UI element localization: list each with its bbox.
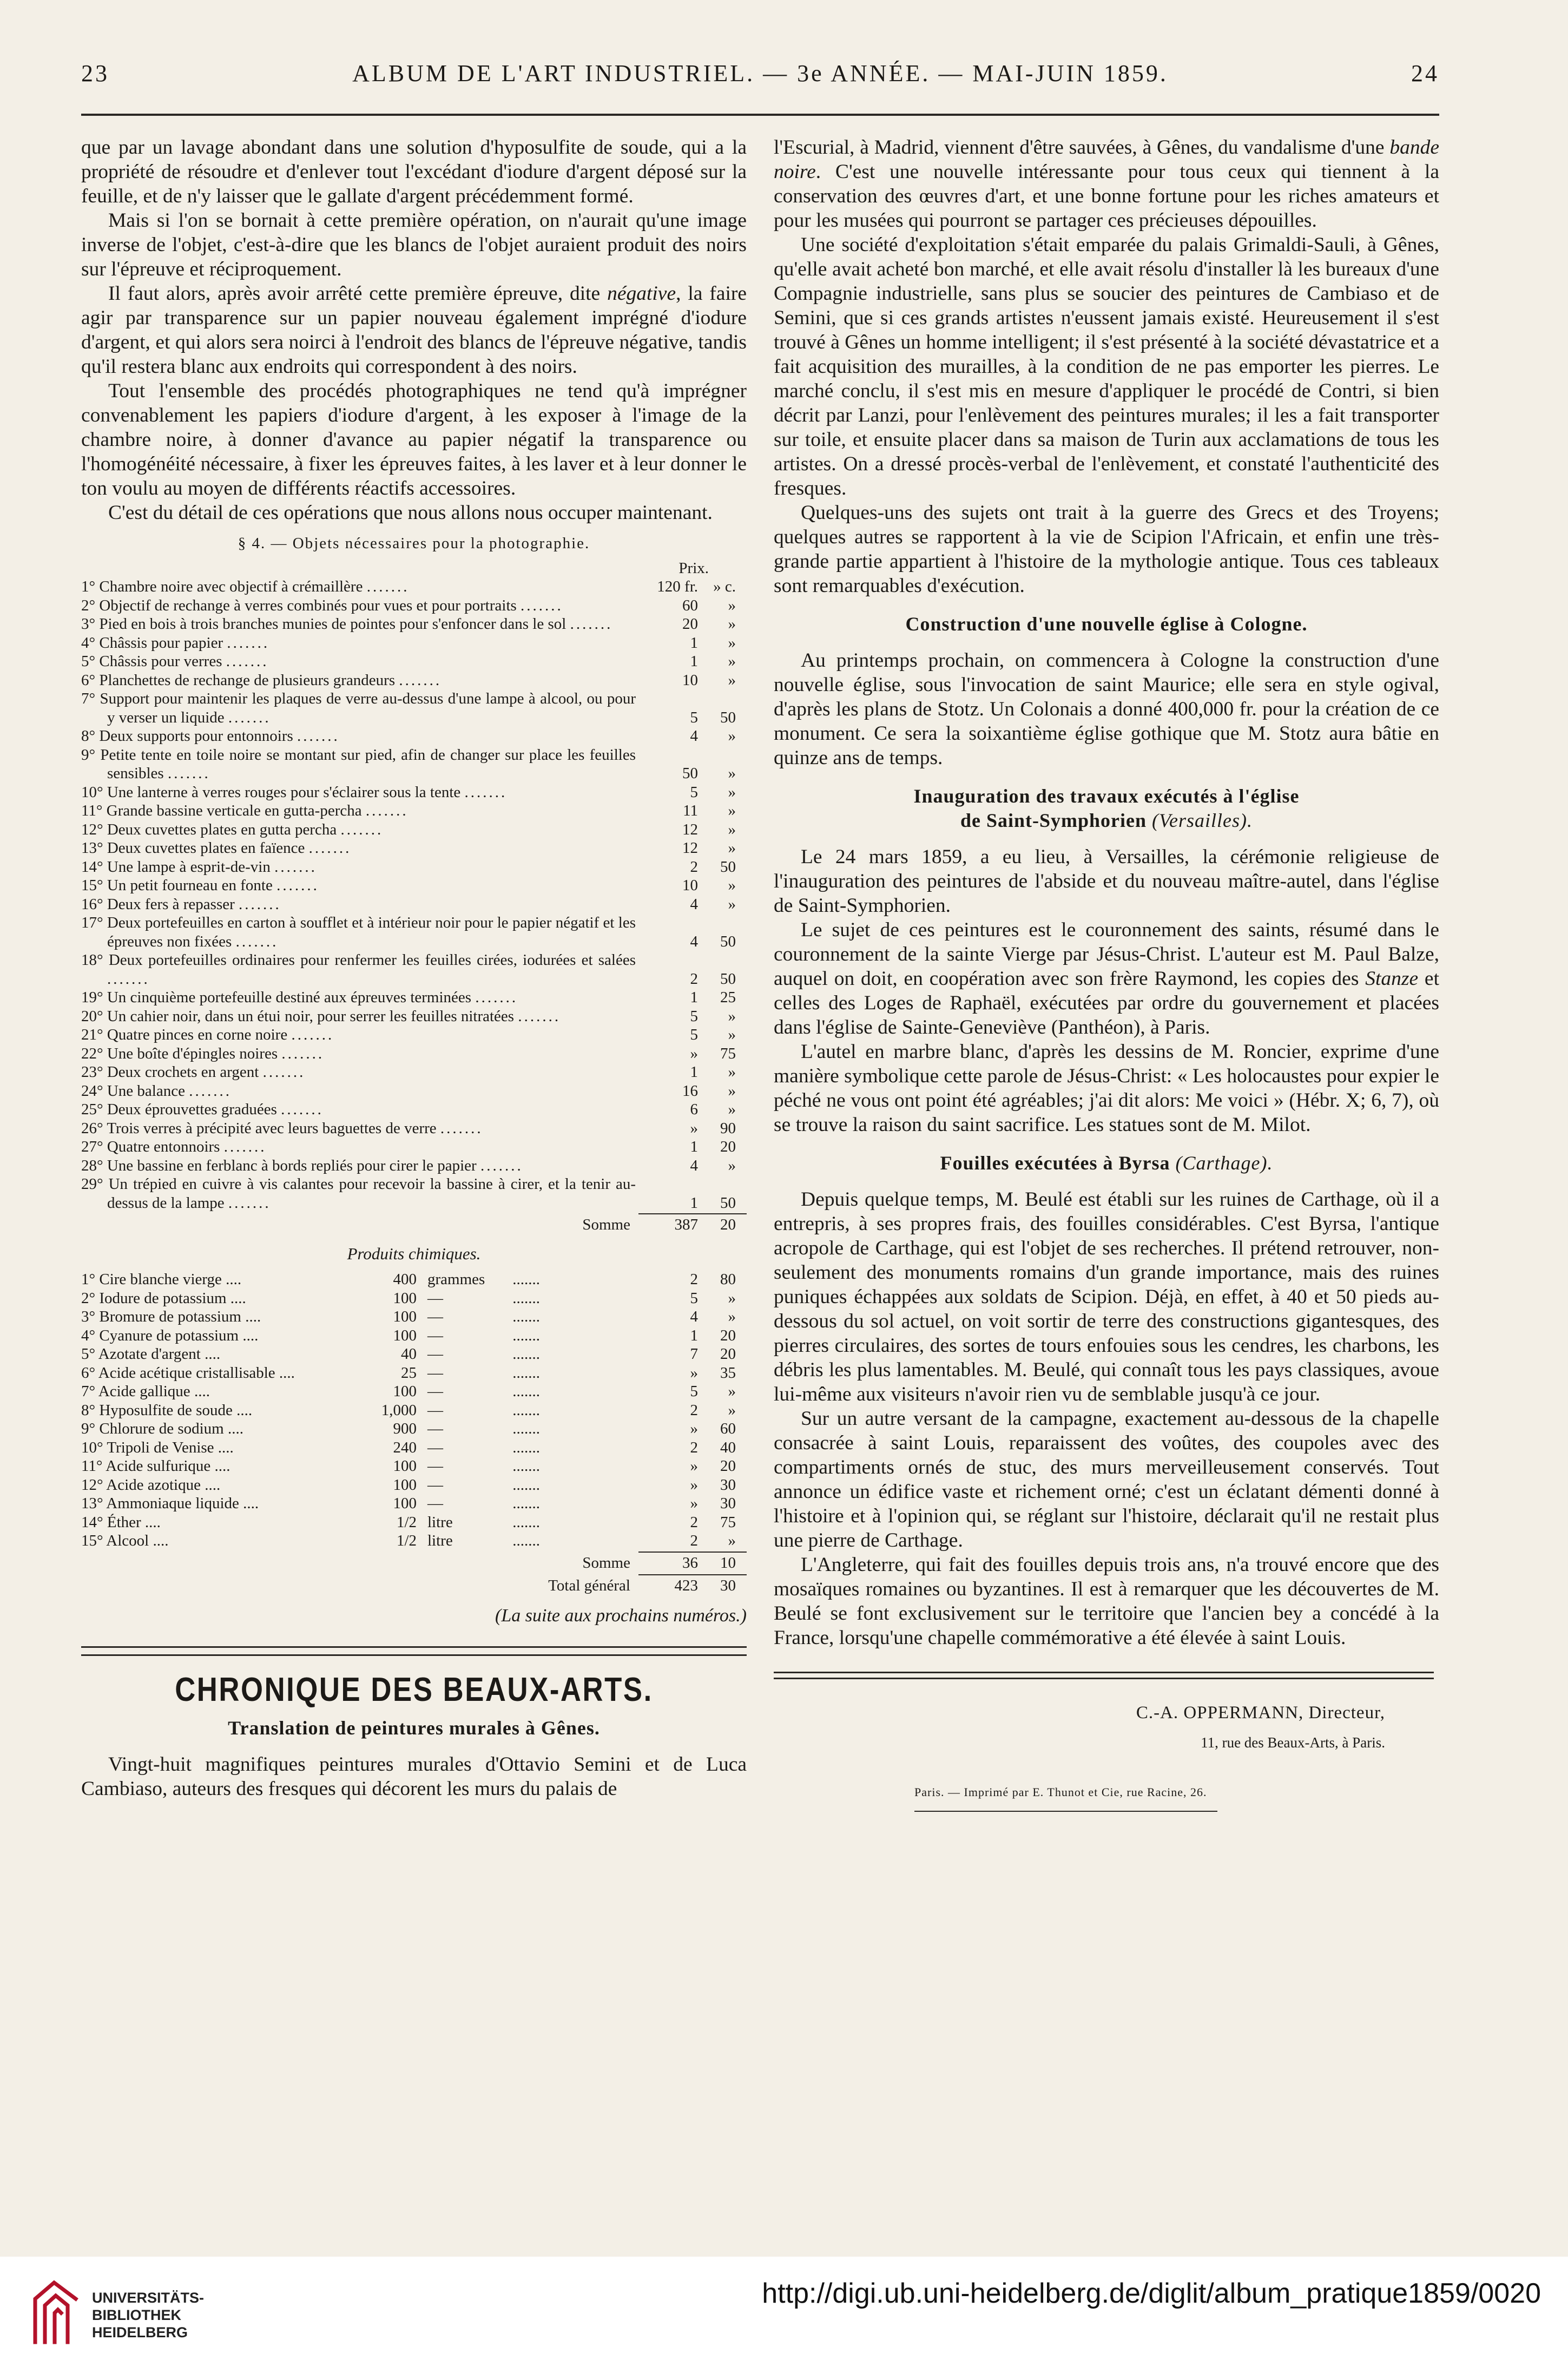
page-number-right: 24 bbox=[1411, 60, 1439, 87]
equipment-item: 20° Un cahier noir, dans un étui noir, pour serrer les feuilles nitratées ....... 5 » bbox=[81, 1007, 736, 1025]
equipment-item: 3° Pied en bois à trois branches munies de pointes pour s'enfoncer dans le sol ....... 20 » bbox=[81, 615, 736, 633]
article-heading: Construction d'une nouvelle église à Cologne. bbox=[905, 613, 1308, 635]
equipment-item: 14° Une lampe à esprit-de-vin ....... 2 50 bbox=[81, 858, 736, 876]
equipment-item: 13° Deux cuvettes plates en faïence ....... 12 » bbox=[81, 839, 736, 857]
continued-note: (La suite aux prochains numéros.) bbox=[495, 1605, 747, 1626]
running-title: ALBUM DE L'ART INDUSTRIEL. — 3e ANNÉE. — MAI-JUIN 1859. bbox=[352, 60, 1168, 87]
equipment-item: 11° Grande bassine verticale en gutta-percha ....... 11 » bbox=[81, 802, 736, 819]
article-heading: Inauguration des travaux exécutés à l'église de Saint-Symphorien (Versailles). bbox=[913, 785, 1300, 831]
article-heading: Translation de peintures murales à Gênes. bbox=[228, 1717, 600, 1739]
equipment-item: 25° Deux éprouvettes graduées ....... 6 » bbox=[81, 1101, 736, 1118]
equipment-item: 6° Planchettes de rechange de plusieurs grandeurs ....... 10 » bbox=[81, 671, 736, 689]
section-title: CHRONIQUE DES BEAUX-ARTS. bbox=[175, 1671, 653, 1708]
chemical-item: 15° Alcool .... 1/2 litre ....... 2 » bbox=[81, 1532, 736, 1549]
equipment-item: 18° Deux portefeuilles ordinaires pour renfermer les feuilles cirées, iodurées et salées ....... 2 50 bbox=[81, 951, 736, 988]
equipment-item: 4° Châssis pour papier ....... 1 » bbox=[81, 634, 736, 652]
equipment-item: 15° Un petit fourneau en fonte ....... 10 » bbox=[81, 877, 736, 894]
paragraph: que par un lavage abondant dans une solution d'hyposulfite de soude, qui a la propriété de résoudre et d'enlever tout l'excédant d'iodure d'argent déposé sur la feuille, et de n'y laisser que le gallate d'argent précédemment formé. bbox=[81, 136, 747, 207]
equipment-item: 9° Petite tente en toile noire se montant sur pied, afin de changer sur place les feuilles sensibles ....... 50 » bbox=[81, 746, 736, 782]
equipment-item: 19° Un cinquième portefeuille destiné aux épreuves terminées ....... 1 25 bbox=[81, 989, 736, 1006]
chemical-item: 9° Chlorure de sodium .... 900 — ....... » 60 bbox=[81, 1420, 736, 1437]
subtotal-row: Somme 36 10 bbox=[582, 1554, 736, 1572]
equipment-item: 27° Quatre entonnoirs ....... 1 20 bbox=[81, 1138, 736, 1155]
library-name: UNIVERSITÄTS- BIBLIOTHEK HEIDELBERG bbox=[92, 2290, 205, 2341]
digitization-footer bbox=[0, 2257, 1568, 2373]
right-column bbox=[774, 135, 1439, 1812]
paragraph: l'Escurial, à Madrid, viennent d'être sauvées, à Gênes, du vandalisme d'une bande noire. C'est une nouvelle intéressante pour tous ceux qui tiennent à la conservation des œuvres d'art, et une bonne fortune pour les riches amateurs et pour les musées qui pourront se partager ces précieuses dépouilles. bbox=[774, 136, 1439, 232]
paragraph: Mais si l'on se bornait à cette première opération, on n'aurait qu'une image inverse de l'objet, c'est-à-dire que les blancs de l'objet auraient produit des noirs sur l'épreuve et réciproquement. bbox=[81, 209, 747, 280]
equipment-item: 8° Deux supports pour entonnoirs ....... 4 » bbox=[81, 727, 736, 745]
paragraph: Tout l'ensemble des procédés photographiques ne tend qu'à imprégner convenablement les papiers d'iodure d'argent, à les exposer à l'image de la chambre noire, à donner d'avance au papier négatif la transparence ou l'homogénéité nécessaire, à fixer les épreuves faites, à les laver et à leur donner le ton voulu au moyen de différents réactifs accessoires. bbox=[81, 380, 747, 499]
paragraph: Sur un autre versant de la campagne, exactement au-dessous de la chapelle consacrée à saint Louis, reparaissent des voûtes, des coupoles avec des compartiments ornés de stuc, des murs merveilleusement conservés. Tout annonce un édifice vaste et richement orné; c'est un éclatant démenti donné à l'histoire et à l'opinion qui, se réglant sur l'histoire, déclarait qu'il ne restait plus une pierre de Carthage. bbox=[774, 1408, 1439, 1552]
total-row: Total général 423 30 bbox=[548, 1576, 736, 1594]
equipment-item: 5° Châssis pour verres ....... 1 » bbox=[81, 653, 736, 670]
paragraph: Le sujet de ces peintures est le couronnement des saints, résumé dans le couronnement de la sainte Vierge par Jésus-Christ. L'auteur est M. Paul Balze, auquel on doit, en coopération avec son frère Raymond, les copies des Stanze et celles des Loges de Raphaël, exécutées par ordre du gouvernement et placées dans l'église de Sainte-Geneviève (Panthéon), à Paris. bbox=[774, 919, 1439, 1038]
double-rule bbox=[81, 1646, 747, 1656]
chemicals-heading: Produits chimiques. bbox=[347, 1244, 481, 1263]
chemical-item: 8° Hyposulfite de soude .... 1,000 — ....... 2 » bbox=[81, 1401, 736, 1419]
chemical-item: 5° Azotate d'argent .... 40 — ....... 7 20 bbox=[81, 1345, 736, 1363]
article-heading: Fouilles exécutées à Byrsa (Carthage). bbox=[940, 1152, 1273, 1174]
equipment-list bbox=[81, 577, 747, 1212]
equipment-item: 21° Quatre pinces en corne noire ....... 5 » bbox=[81, 1026, 736, 1043]
paragraph: Quelques-uns des sujets ont trait à la guerre des Grecs et des Troyens; quelques autres se rapportent à la vie de Scipion l'Africain, et enfin une très-grande partie appartient à l'histoire de la mythologie antique. Tous ces tableaux sont remarquables d'exécution. bbox=[774, 502, 1439, 597]
chemical-item: 1° Cire blanche vierge .... 400 grammes ....... 2 80 bbox=[81, 1271, 736, 1288]
paragraph: Le 24 mars 1859, a eu lieu, à Versailles, la cérémonie religieuse de l'inauguration des peintures de l'abside et du nouveau maître-autel, dans l'église de Saint-Symphorien. bbox=[774, 846, 1439, 917]
double-rule bbox=[774, 1672, 1434, 1679]
chemical-item: 2° Iodure de potassium .... 100 — ....... 5 » bbox=[81, 1289, 736, 1307]
price-column-header: Prix. bbox=[678, 560, 709, 577]
paragraph: Depuis quelque temps, M. Beulé est établi sur les ruines de Carthage, où il a entrepris, à ses propres frais, des fouilles considérables. C'est Byrsa, l'antique acropole de Carthage, qui est l'objet de ses recherches. Il prétend retrouver, non-seulement des monuments romains d'un grande importance, mais des ruines puniques échappées aux soldats de Scipion. Déjà, en effet, à 40 et 50 pieds au-dessous du sol actuel, on voit sortir de terre des constructions gigantesques, des pierres circulaires, des sortes de tours enfouies sous les cendres, les charbons, les débris les plus lamentables. M. Beulé, qui connaît tous les pays classiques, avoue lui-même aux visiteurs n'avoir rien vu de semblable jusqu'à ce jour. bbox=[774, 1188, 1439, 1405]
address: 11, rue des Beaux-Arts, à Paris. bbox=[1201, 1734, 1385, 1751]
equipment-item: 17° Deux portefeuilles en carton à soufflet et à intérieur noir pour le papier négatif et les épreuves non fixées ....... 4 50 bbox=[81, 914, 736, 950]
equipment-item: 16° Deux fers à repasser ....... 4 » bbox=[81, 895, 736, 913]
chemical-item: 6° Acide acétique cristallisable .... 25 — ....... » 35 bbox=[81, 1364, 736, 1382]
chemical-item: 7° Acide gallique .... 100 — ....... 5 » bbox=[81, 1383, 736, 1400]
subtotal-row: Somme 387 20 bbox=[582, 1216, 736, 1233]
imprint-rule bbox=[914, 1811, 1217, 1812]
paragraph: Il faut alors, après avoir arrêté cette première épreuve, dite négative, la faire agir par transparence sur un papier nouveau également imprégné d'iodure d'argent, et qui alors sera noirci à l'endroit des blancs de l'épreuve négative, tandis qu'il restera blanc aux endroits qui correspondent à des noirs. bbox=[81, 282, 747, 378]
chemical-item: 12° Acide azotique .... 100 — ....... » 30 bbox=[81, 1476, 736, 1494]
paragraph: Une société d'exploitation s'était emparée du palais Grimaldi-Sauli, à Gênes, qu'elle avait acheté bon marché, et elle avait résolu d'installer là les bureaux d'une Compagnie industrielle, sans plus se soucier des peintures de Cambiaso et de Semini, que si ces grands artistes n'eussent jamais existé. Heureusement il s'est trouvé à Gênes un homme intelligent; il s'est présenté à la société dévastatrice et a fait acquisition des murailles, à la condition de ne pas emporter les pierres. Le marché conclu, il s'est mis en mesure d'appliquer le procédé de Contri, si bien décrit par Lanzi, pour l'enlèvement des peintures murales; il les a fait transporter sur toile, et ensuite placer dans sa maison de Turin aux acclamations de tous les artistes. On a dressé procès-verbal de l'enlèvement, et constaté l'authenticité des fresques. bbox=[774, 234, 1439, 499]
equipment-item: 29° Un trépied en cuivre à vis calantes pour recevoir la bassine à cirer, et la tenir au-dessus de la lampe ....... 1 50 bbox=[81, 1175, 736, 1212]
paragraph: L'Angleterre, qui fait des fouilles depuis trois ans, n'a trouvé encore que des mosaïques romaines ou byzantines. Il est à remarquer que les découvertes de M. Beulé se font exclusivement sur le territoire que l'ancien bey a concédé à la France, lorsqu'une chapelle commémorative a été élevée à saint Louis. bbox=[774, 1554, 1439, 1649]
equipment-item: 23° Deux crochets en argent ....... 1 » bbox=[81, 1063, 736, 1081]
chemical-item: 11° Acide sulfurique .... 100 — ....... » 20 bbox=[81, 1457, 736, 1475]
page-header bbox=[81, 60, 1439, 97]
equipment-item: 24° Une balance ....... 16 » bbox=[81, 1082, 736, 1100]
equipment-item: 1° Chambre noire avec objectif à crémaillère ....... 120 fr. » c. bbox=[81, 578, 736, 595]
paragraph: C'est du détail de ces opérations que nous allons nous occuper maintenant. bbox=[108, 502, 713, 524]
chemical-item: 4° Cyanure de potassium .... 100 — ....... 1 20 bbox=[81, 1326, 736, 1344]
equipment-item: 12° Deux cuvettes plates en gutta percha ....... 12 » bbox=[81, 820, 736, 838]
chemicals-list bbox=[81, 1270, 747, 1550]
signature: C.-A. OPPERMANN, Directeur, bbox=[1136, 1703, 1385, 1723]
equipment-item: 7° Support pour maintenir les plaques de verre au-dessus d'une lampe à alcool, ou pour y verser un liquide ....... 5 50 bbox=[81, 690, 736, 726]
equipment-item: 22° Une boîte d'épingles noires ....... » 75 bbox=[81, 1044, 736, 1062]
paragraph: L'autel en marbre blanc, d'après les dessins de M. Roncier, exprime d'une manière symbolique cette parole de Jésus-Christ: « Les holocaustes pour expier le péché ne vous ont point été agréables; j'ai dit alors: Me voici » (Hébr. X; 6, 7), où se trouve la raison du saint sacrifice. Les statues sont de M. Milot. bbox=[774, 1041, 1439, 1136]
equipment-item: 28° Une bassine en ferblanc à bords repliés pour cirer le papier ....... 4 » bbox=[81, 1156, 736, 1174]
chemical-item: 3° Bromure de potassium .... 100 — ....... 4 » bbox=[81, 1308, 736, 1325]
equipment-item: 26° Trois verres à précipité avec leurs baguettes de verre ....... » 90 bbox=[81, 1119, 736, 1137]
equipment-item: 2° Objectif de rechange à verres combinés pour vues et pour portraits ....... 60 » bbox=[81, 596, 736, 614]
section-heading: § 4. — Objets nécessaires pour la photographie. bbox=[238, 535, 590, 552]
chemical-item: 13° Ammoniaque liquide .... 100 — ....... » 30 bbox=[81, 1495, 736, 1512]
chemical-item: 14° Éther .... 1/2 litre ....... 2 75 bbox=[81, 1513, 736, 1531]
header-rule bbox=[81, 114, 1439, 116]
permalink-url[interactable]: http://digi.ub.uni-heidelberg.de/diglit/album_pratique1859/0020 bbox=[762, 2278, 1541, 2309]
library-logo-icon bbox=[30, 2277, 81, 2348]
equipment-item: 10° Une lanterne à verres rouges pour s'éclairer sous la tente ....... 5 » bbox=[81, 783, 736, 801]
imprint: Paris. — Imprimé par E. Thunot et Cie, rue Racine, 26. bbox=[914, 1785, 1207, 1799]
chemical-item: 10° Tripoli de Venise .... 240 — ....... 2 40 bbox=[81, 1438, 736, 1456]
left-column bbox=[81, 135, 747, 1801]
paragraph: Au printemps prochain, on commencera à Cologne la construction d'une nouvelle église, sous l'invocation de saint Maurice; elle sera en style ogival, d'après les plans de Stotz. Un Colonais a donné 400,000 fr. pour la création de ce monument. Ce sera la soixantième église gothique que M. Stotz aura bâtie en quinze ans de temps. bbox=[774, 649, 1439, 769]
page-number-left: 23 bbox=[81, 60, 109, 87]
paragraph: Vingt-huit magnifiques peintures murales d'Ottavio Semini et de Luca Cambiaso, auteurs des fresques qui décorent les murs du palais de bbox=[81, 1753, 747, 1800]
